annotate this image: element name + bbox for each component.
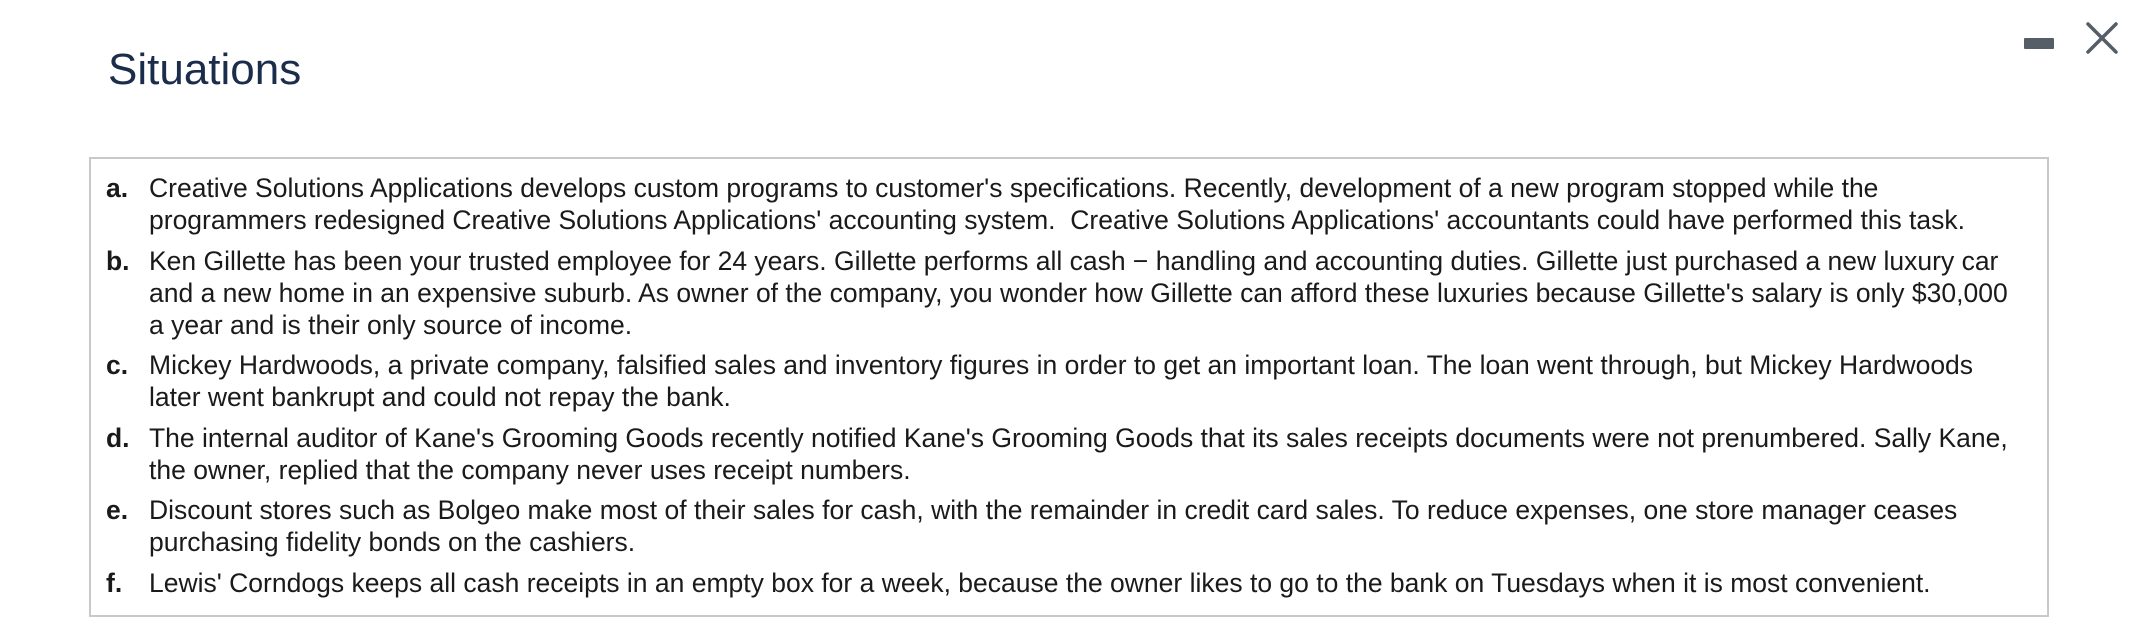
situation-letter: f. xyxy=(106,567,123,598)
situations-panel xyxy=(89,157,2049,617)
situation-item-f xyxy=(91,567,2047,599)
close-icon[interactable] xyxy=(2084,20,2120,56)
situation-item-a xyxy=(91,172,2047,236)
situation-letter: a. xyxy=(106,173,129,203)
situation-text: Mickey Hardwoods, a private company, falsified sales and inventory figures in order to get an important loan. The loan went through, but Mickey Hardwoods later went bankrupt and could not repay the bank. xyxy=(149,350,1981,412)
situation-letter: c. xyxy=(106,350,129,380)
situation-text: Ken Gillette has been your trusted employee for 24 years. Gillette performs all cash − handling and accounting duties. Gillette just purchased a new luxury car and a new home in an expensive suburb. As owner of the company, you wonder how Gillette can afford these luxuries because Gillette's salary is only $30,000 a year and is their only source of income. xyxy=(149,245,2016,340)
situation-item-c xyxy=(91,349,2047,413)
minimize-icon[interactable] xyxy=(2024,38,2054,49)
situation-item-d xyxy=(91,422,2047,486)
situation-letter: e. xyxy=(106,495,129,525)
situation-letter: b. xyxy=(106,245,130,276)
situation-text: Lewis' Corndogs keeps all cash receipts in an empty box for a week, because the owner likes to go to the bank on Tuesdays when it is most convenient. xyxy=(149,567,1931,598)
situation-letter: d. xyxy=(106,422,130,453)
dialog-title: Situations xyxy=(108,45,302,94)
situation-text: The internal auditor of Kane's Grooming Goods recently notified Kane's Grooming Goods that its sales receipts documents were not prenumbered. Sally Kane, the owner, replied that the company never uses receipt numbers. xyxy=(149,422,2016,485)
situation-item-e xyxy=(91,494,2047,558)
situation-text: Discount stores such as Bolgeo make most of their sales for cash, with the remainder in credit card sales. To reduce expenses, one store manager ceases purchasing fidelity bonds on the cashiers. xyxy=(149,495,1965,557)
situation-text: Creative Solutions Applications develops custom programs to customer's specifications. Recently, development of a new program stopped while the programmers redesigned Creative Solutions Applications' accounting system. Creative Solutions Applications' accountants could have performed this task. xyxy=(149,173,1966,235)
situation-item-b xyxy=(91,245,2047,341)
